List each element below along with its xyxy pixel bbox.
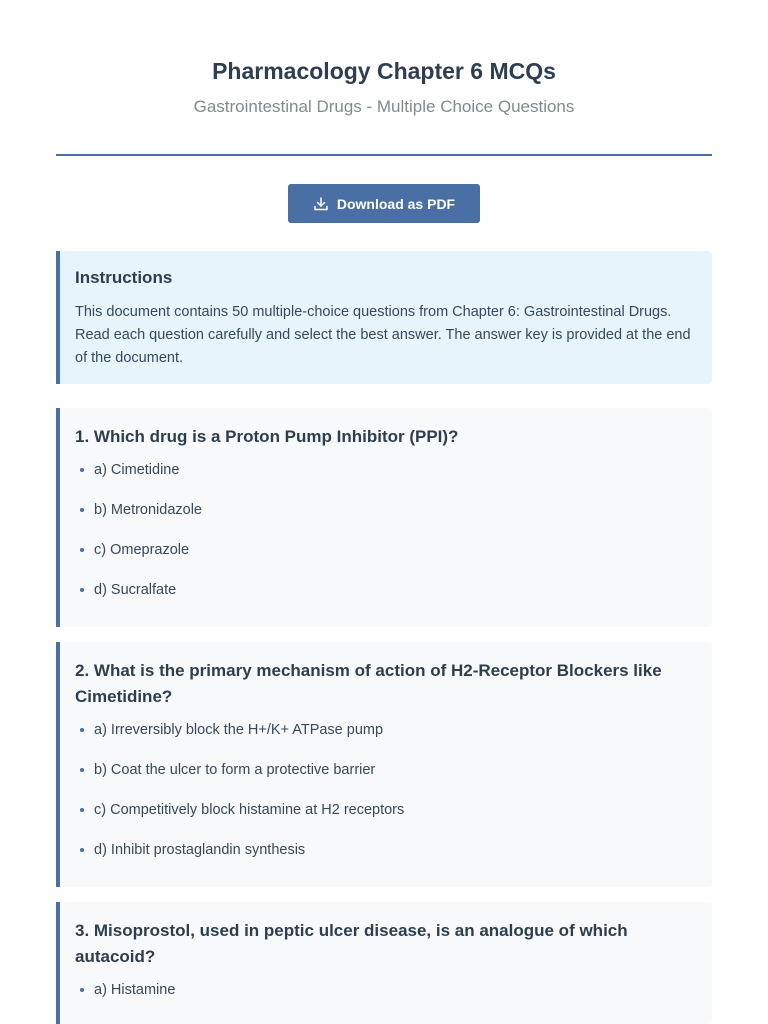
option-item: c) Competitively block histamine at H2 receptors — [75, 800, 694, 820]
option-item: b) Coat the ulcer to form a protective barrier — [75, 760, 694, 780]
option-item: a) Irreversibly block the H+/K+ ATPase pump — [75, 720, 694, 740]
question-card-1 — [56, 408, 712, 627]
instructions-title: Instructions — [75, 268, 173, 287]
document-header — [0, 0, 768, 118]
question-text: 2. What is the primary mechanism of action of H2-Receptor Blockers like Cimetidine? — [75, 661, 662, 706]
question-card-2 — [56, 642, 712, 887]
option-item: d) Sucralfate — [75, 580, 694, 600]
option-item: a) Cimetidine — [75, 460, 694, 480]
instructions-text: This document contains 50 multiple-choice questions from Chapter 6: Gastrointestinal Drugs. Read each question carefully and select the best answer. The answer key is provided at the end of the document. — [75, 304, 691, 366]
question-card-3 — [56, 902, 712, 1024]
page-subtitle: Gastrointestinal Drugs - Multiple Choice Questions — [193, 97, 575, 116]
instructions-box — [56, 251, 712, 384]
question-text: 3. Misoprostol, used in peptic ulcer disease, is an analogue of which autacoid? — [75, 921, 628, 966]
question-text: 1. Which drug is a Proton Pump Inhibitor (PPI)? — [75, 427, 459, 446]
download-pdf-button[interactable] — [288, 184, 480, 223]
option-item: c) Omeprazole — [75, 540, 694, 560]
option-item: b) Metronidazole — [75, 500, 694, 520]
option-item: d) Inhibit prostaglandin synthesis — [75, 840, 694, 860]
header-divider — [56, 154, 712, 156]
download-icon — [313, 196, 329, 212]
option-list — [75, 980, 694, 1000]
option-list — [75, 460, 694, 600]
option-item: a) Histamine — [75, 980, 694, 1000]
download-button-label: Download as PDF — [336, 195, 456, 212]
option-list — [75, 720, 694, 860]
page-title: Pharmacology Chapter 6 MCQs — [212, 58, 556, 84]
